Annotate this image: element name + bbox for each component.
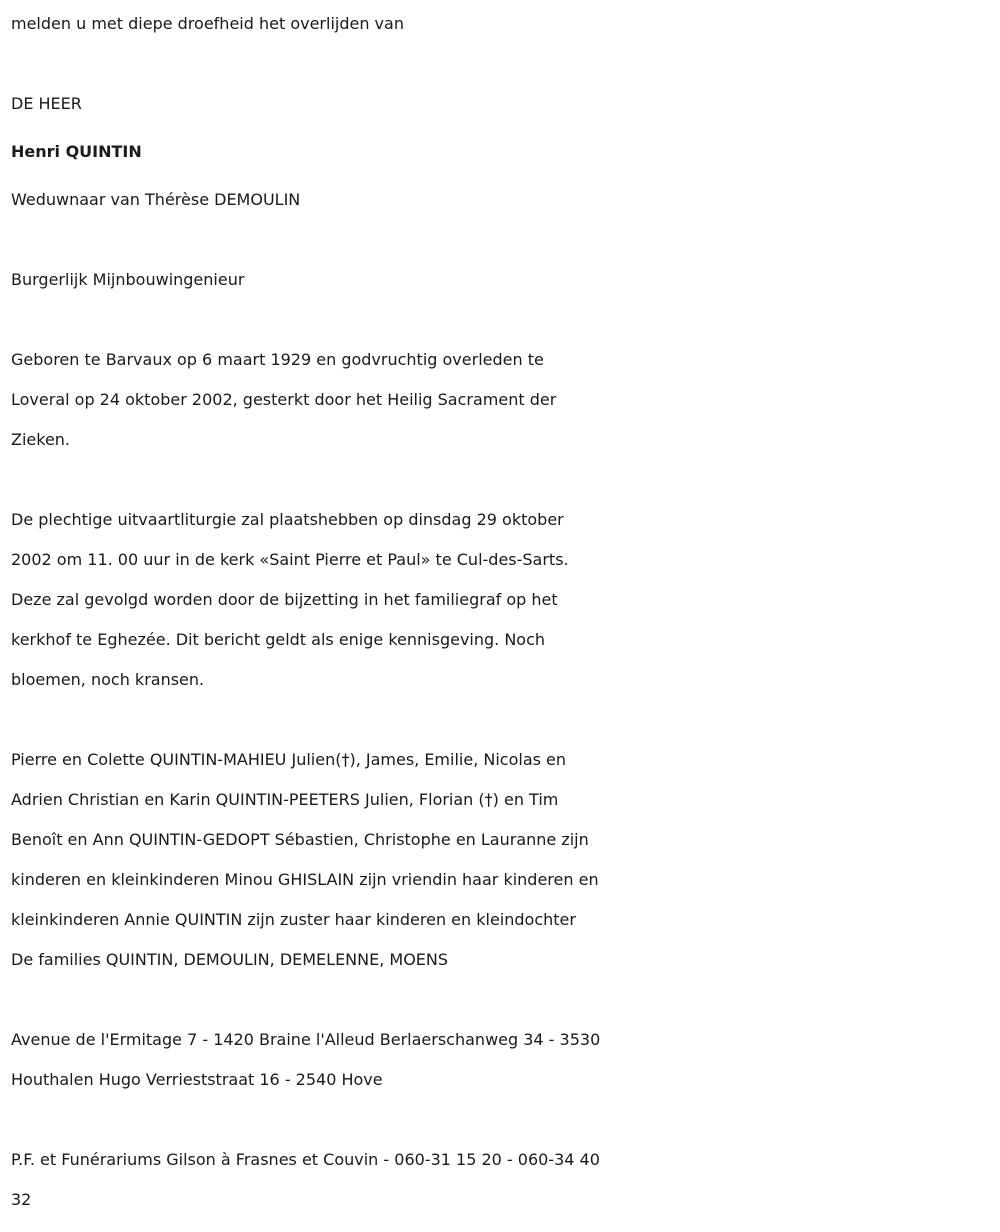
paragraph-line: Deze zal gevolgd worden door de bijzetting in het familiegraf op het bbox=[11, 590, 558, 609]
paragraph-line: kinderen en kleinkinderen Minou GHISLAIN zijn vriendin haar kinderen en bbox=[11, 870, 599, 889]
paragraph-line: Geboren te Barvaux op 6 maart 1929 en godvruchtig overleden te bbox=[11, 350, 544, 369]
spacer bbox=[11, 300, 1000, 340]
spacer bbox=[11, 220, 1000, 260]
funeral-home-paragraph bbox=[11, 1140, 1000, 1220]
spacer bbox=[11, 172, 1000, 180]
paragraph-line: kleinkinderen Annie QUINTIN zijn zuster haar kinderen en kleindochter bbox=[11, 910, 576, 929]
spacer bbox=[11, 44, 1000, 84]
paragraph-line: Avenue de l'Ermitage 7 - 1420 Braine l'Alleud Berlaerschanweg 34 - 3530 bbox=[11, 1030, 601, 1049]
paragraph-line: Pierre en Colette QUINTIN-MAHIEU Julien(†), James, Emilie, Nicolas en bbox=[11, 750, 567, 769]
paragraph-line: Benoît en Ann QUINTIN-GEDOPT Sébastien, Christophe en Lauranne zijn bbox=[11, 830, 589, 849]
paragraph-line: Adrien Christian en Karin QUINTIN-PEETERS Julien, Florian (†) en Tim bbox=[11, 790, 559, 809]
addresses-paragraph bbox=[11, 1020, 1000, 1100]
birth-death-paragraph bbox=[11, 340, 1000, 460]
spacer bbox=[11, 700, 1000, 740]
paragraph-line: De plechtige uitvaartliturgie zal plaatshebben op dinsdag 29 oktober bbox=[11, 510, 564, 529]
paragraph-line: 32 bbox=[11, 1190, 32, 1209]
profession-text: Burgerlijk Mijnbouwingenieur bbox=[11, 270, 245, 289]
salutation: DE HEER bbox=[11, 94, 82, 113]
family-paragraph bbox=[11, 740, 1000, 980]
paragraph-line: bloemen, noch kransen. bbox=[11, 670, 205, 689]
paragraph-line: Loveral op 24 oktober 2002, gesterkt door het Heilig Sacrament der bbox=[11, 390, 557, 409]
paragraph-line: P.F. et Funérariums Gilson à Frasnes et Couvin - 060-31 15 20 - 060-34 40 bbox=[11, 1150, 600, 1169]
spacer bbox=[11, 460, 1000, 500]
spacer bbox=[11, 980, 1000, 1020]
funeral-paragraph bbox=[11, 500, 1000, 700]
spacer bbox=[11, 124, 1000, 132]
paragraph-line: De families QUINTIN, DEMOULIN, DEMELENNE, MOENS bbox=[11, 950, 449, 969]
paragraph-line: Houthalen Hugo Verrieststraat 16 - 2540 Hove bbox=[11, 1070, 383, 1089]
paragraph-line: 2002 om 11. 00 uur in de kerk «Saint Pierre et Paul» te Cul-des-Sarts. bbox=[11, 550, 569, 569]
paragraph-line: Zieken. bbox=[11, 430, 71, 449]
widower-text: Weduwnaar van Thérèse DEMOULIN bbox=[11, 190, 301, 209]
deceased-name: Henri QUINTIN bbox=[11, 142, 142, 161]
intro-text: melden u met diepe droefheid het overlijden van bbox=[11, 14, 404, 33]
spacer bbox=[11, 1100, 1000, 1140]
paragraph-line: kerkhof te Eghezée. Dit bericht geldt als enige kennisgeving. Noch bbox=[11, 630, 546, 649]
